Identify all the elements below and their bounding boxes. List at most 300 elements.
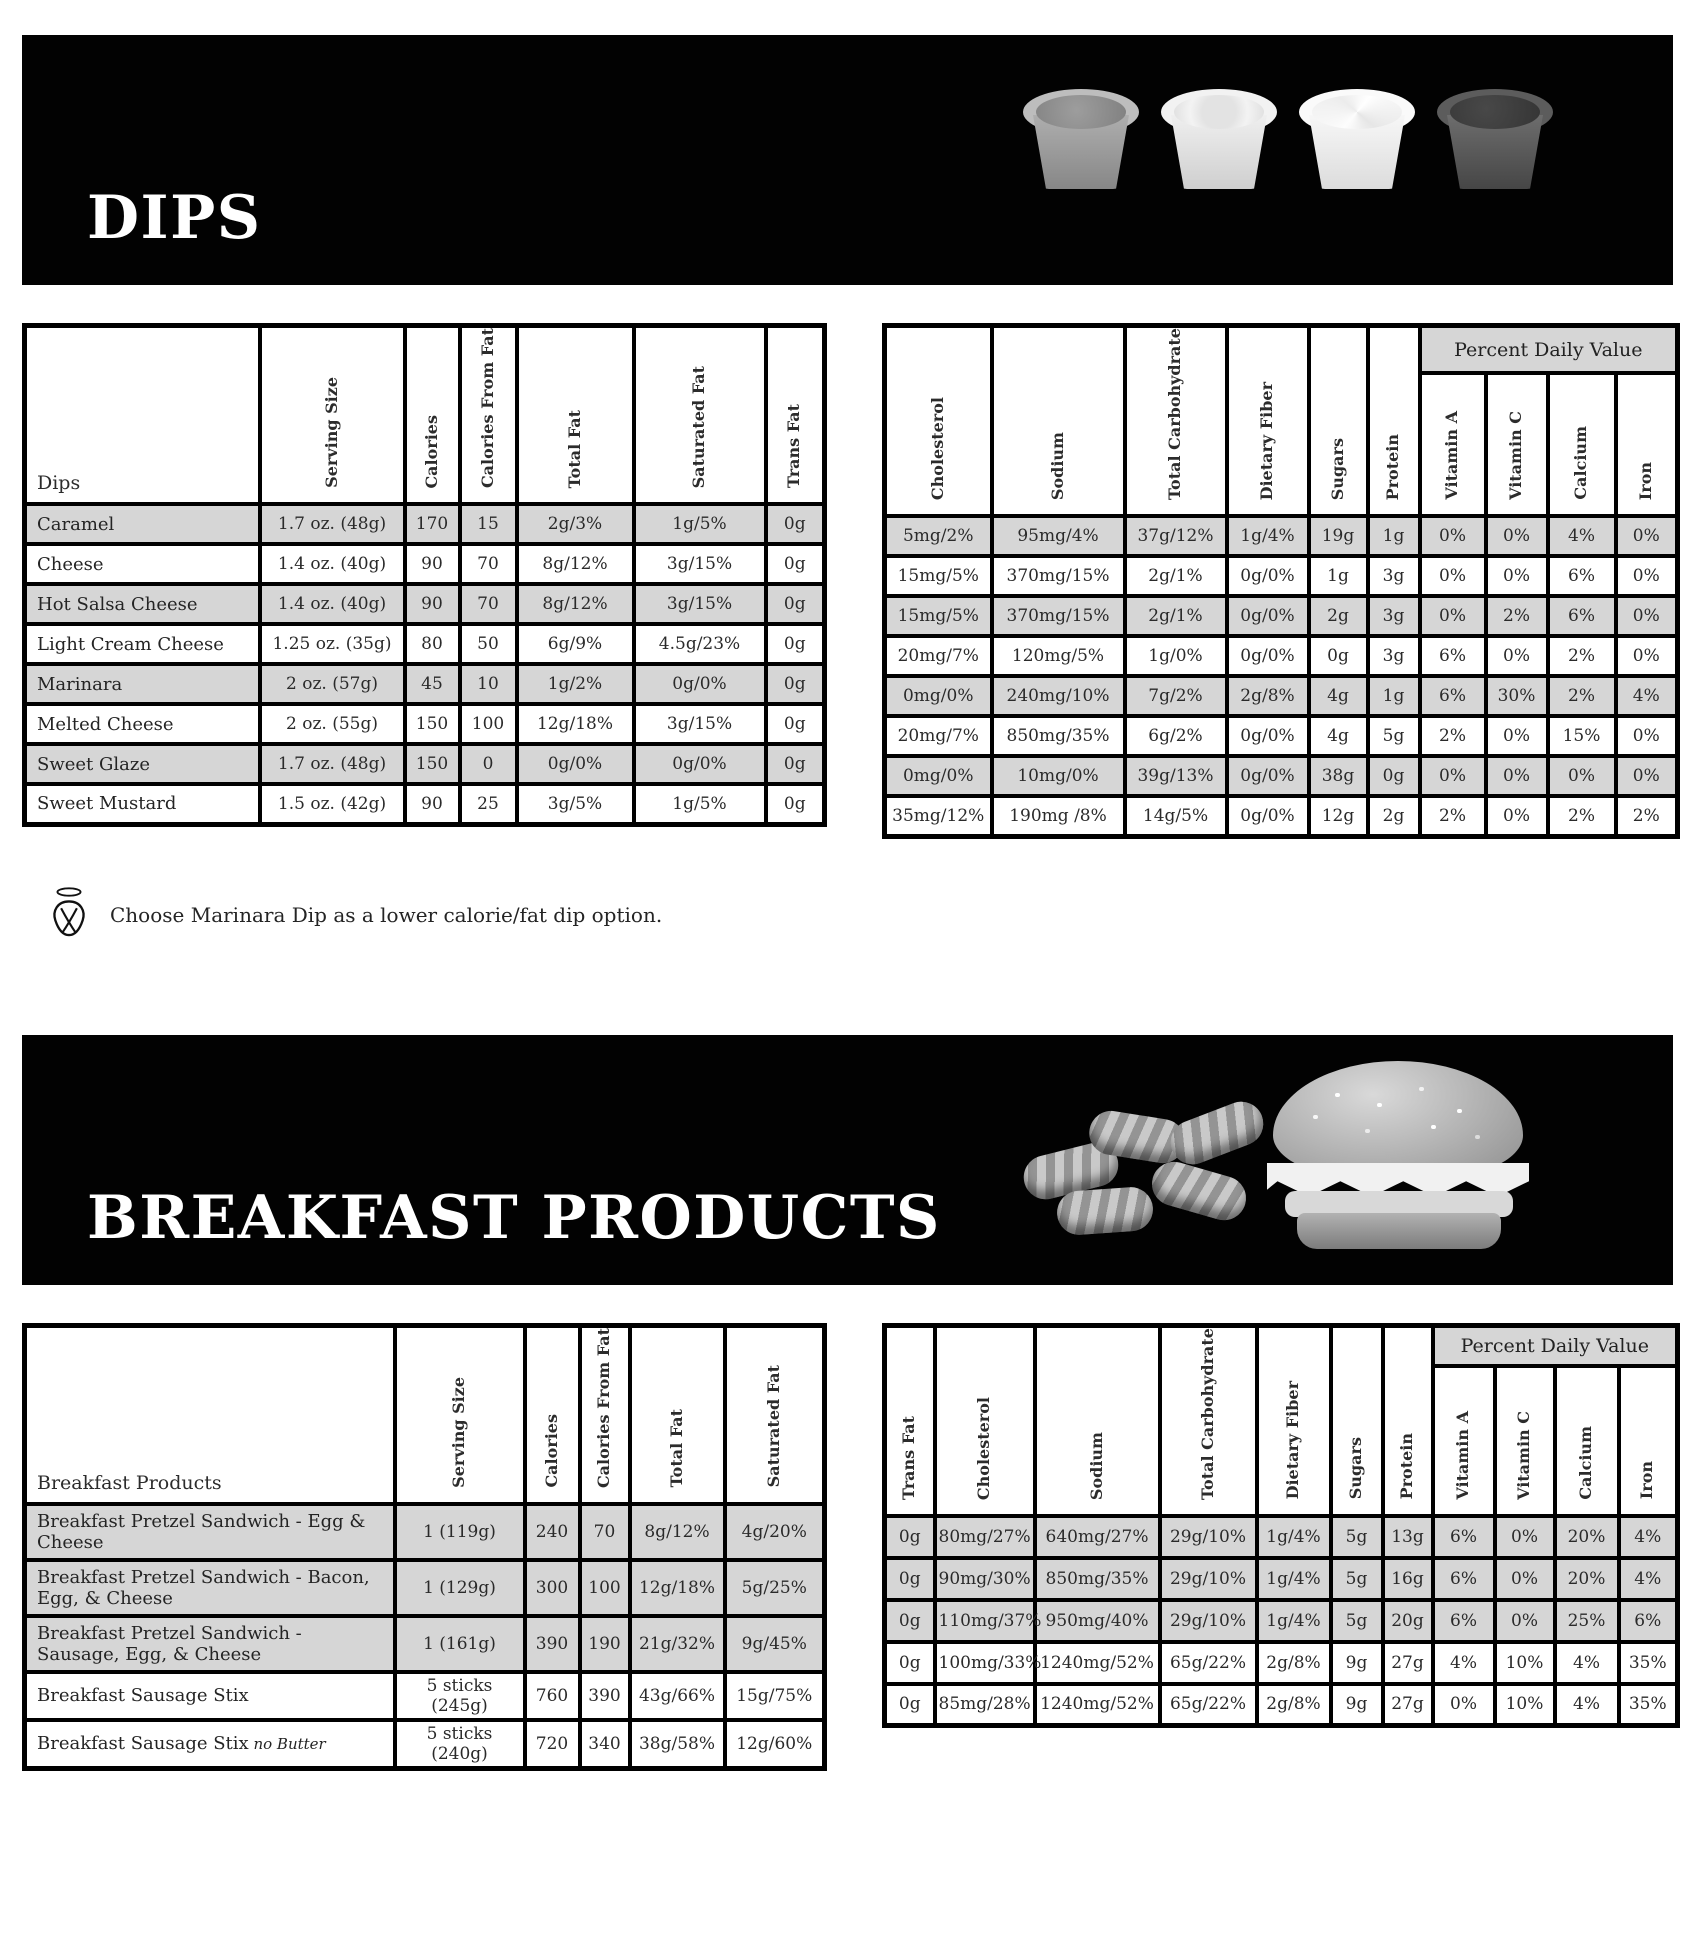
value-cell: 150 [405,704,460,744]
value-cell: 2g/8% [1257,1684,1331,1726]
value-cell: 10 [460,664,517,704]
value-cell: 16g [1383,1558,1433,1600]
column-header-text: Saturated Fat [763,1365,783,1488]
column-header [395,1325,525,1504]
table-body [25,504,825,824]
value-cell: 2% [1420,796,1486,836]
value-cell: 70 [580,1504,630,1560]
value-cell: 4g [1309,716,1368,756]
value-cell: 14g/5% [1125,796,1227,836]
value-cell: 0% [1616,636,1678,676]
table-row [25,1560,825,1616]
value-cell: 38g/58% [630,1720,725,1769]
column-header-text: Vitamin C [1506,411,1526,501]
value-cell: 4g/20% [725,1504,825,1560]
dips-nutrition-table-left [22,323,827,827]
value-cell: 35% [1619,1684,1678,1726]
table-label: Dips [25,326,260,505]
value-cell: 2% [1548,796,1616,836]
value-cell: 20g [1383,1600,1433,1642]
sausage-stick-image [1056,1185,1155,1236]
row-label-suffix: no Butter [248,1735,326,1754]
column-header-text: Calories From Fat [594,1327,614,1488]
column-header-text: Calcium [1576,1426,1596,1500]
cream-dip-cup-image [1299,83,1415,191]
value-cell: 640mg/27% [1035,1516,1160,1558]
value-cell: 1.25 oz. (35g) [260,624,405,664]
value-cell: 100 [580,1560,630,1616]
column-header-text: Total Fat [564,409,584,489]
value-cell: 5 sticks (240g) [395,1720,525,1769]
value-cell: 1.7 oz. (48g) [260,744,405,784]
table-header [885,1325,1678,1516]
value-cell: 1g/2% [517,664,634,704]
dip-cups-image [1023,83,1553,191]
value-cell: 1g/4% [1257,1558,1331,1600]
table-row [885,676,1678,716]
column-header-text: Saturated Fat [689,365,709,489]
value-cell: 6% [1619,1600,1678,1642]
value-cell: 6% [1420,636,1486,676]
row-label: Breakfast Sausage Stix no Butter [25,1720,395,1769]
column-header-text: Protein [1397,1433,1417,1500]
value-cell: 20% [1555,1558,1619,1600]
value-cell: 6g/9% [517,624,634,664]
column-header-text: Calcium [1571,426,1591,501]
column-header [1257,1325,1331,1516]
table-row [885,556,1678,596]
value-cell: 1g [1368,676,1420,716]
table-body [885,1516,1678,1726]
value-cell: 4% [1616,676,1678,716]
value-cell: 340 [580,1720,630,1769]
value-cell: 13g [1383,1516,1433,1558]
table-header [885,326,1678,517]
value-cell: 6% [1548,596,1616,636]
percent-daily-value-header: Percent Daily Value [1433,1325,1678,1366]
value-cell: 6g/2% [1125,716,1227,756]
table-body [25,1504,825,1769]
value-cell: 1.4 oz. (40g) [260,544,405,584]
value-cell: 0% [1433,1684,1495,1726]
column-header-text: Sodium [1047,431,1067,501]
value-cell: 0g [1368,756,1420,796]
table-row [885,1558,1678,1600]
value-cell: 1g/4% [1257,1600,1331,1642]
value-cell: 29g/10% [1160,1600,1257,1642]
angel-pretzel-icon [48,885,90,945]
table-row [885,596,1678,636]
value-cell: 43g/66% [630,1672,725,1720]
value-cell: 25 [460,784,517,824]
column-header [630,1325,725,1504]
value-cell: 90mg/30% [935,1558,1035,1600]
value-cell: 8g/12% [517,544,634,584]
value-cell: 0% [1548,756,1616,796]
value-cell: 38g [1309,756,1368,796]
table-row [25,1672,825,1720]
value-cell: 6% [1433,1558,1495,1600]
column-header [885,1325,935,1516]
value-cell: 0g [885,1516,935,1558]
value-cell: 0g [766,784,825,824]
table-row [25,584,825,624]
row-label: Breakfast Pretzel Sandwich - Egg & Cheese [25,1504,395,1560]
column-header [1555,1366,1619,1516]
value-cell: 20% [1555,1516,1619,1558]
value-cell: 4g [1309,676,1368,716]
value-cell: 90 [405,584,460,624]
row-label: Breakfast Pretzel Sandwich - Bacon, Egg, & Cheese [25,1560,395,1616]
row-label: Marinara [25,664,260,704]
value-cell: 15mg/5% [885,596,992,636]
column-header [1619,1366,1678,1516]
value-cell: 0% [1486,796,1548,836]
value-cell: 0g [766,504,825,544]
column-header-text: Cholesterol [927,396,947,501]
value-cell: 390 [525,1616,580,1672]
value-cell: 80 [405,624,460,664]
table-row [25,504,825,544]
value-cell: 4.5g/23% [634,624,766,664]
column-header [1420,373,1486,516]
note-text: Choose Marinara Dip as a lower calorie/fat dip option. [110,902,663,927]
value-cell: 27g [1383,1642,1433,1684]
column-header-text: Iron [1635,461,1655,501]
value-cell: 5g [1331,1600,1383,1642]
value-cell: 0% [1420,516,1486,556]
breakfast-nutrition-table-left [22,1323,827,1771]
value-cell: 2g/3% [517,504,634,544]
value-cell: 0% [1616,756,1678,796]
column-header-text: Trans Fat [784,404,804,489]
value-cell: 190mg /8% [992,796,1125,836]
value-cell: 150 [405,744,460,784]
column-header [1331,1325,1383,1516]
column-header [1486,373,1548,516]
dips-tables-row [22,323,1695,839]
value-cell: 5mg/2% [885,516,992,556]
value-cell: 9g [1331,1642,1383,1684]
value-cell: 27g [1383,1684,1433,1726]
breakfast-section [0,1035,1695,1771]
value-cell: 15 [460,504,517,544]
value-cell: 0g [885,1558,935,1600]
column-header [580,1325,630,1504]
value-cell: 0% [1486,636,1548,676]
caramel-dip-cup-image [1023,83,1139,191]
table-row [885,796,1678,836]
value-cell: 1g/0% [1125,636,1227,676]
column-header [1495,1366,1555,1516]
value-cell: 8g/12% [630,1504,725,1560]
value-cell: 70 [460,544,517,584]
dips-section [0,35,1695,945]
value-cell: 0g [885,1684,935,1726]
row-label: Cheese [25,544,260,584]
value-cell: 0g/0% [1227,756,1309,796]
value-cell: 85mg/28% [935,1684,1035,1726]
column-header [766,326,825,505]
column-header [525,1325,580,1504]
value-cell: 9g/45% [725,1616,825,1672]
value-cell: 0g/0% [1227,636,1309,676]
value-cell: 0g [766,704,825,744]
value-cell: 760 [525,1672,580,1720]
column-header [935,1325,1035,1516]
value-cell: 3g/15% [634,544,766,584]
row-label: Breakfast Sausage Stix [25,1672,395,1720]
column-header-text: Vitamin A [1453,1410,1473,1500]
row-label: Sweet Mustard [25,784,260,824]
value-cell: 0% [1486,516,1548,556]
value-cell: 0g/0% [1227,796,1309,836]
table-row [25,784,825,824]
column-header-text: Vitamin C [1514,1410,1534,1500]
column-header-text: Total Carbohydrate [1197,1327,1217,1500]
cheese-dip-cup-image [1161,83,1277,191]
value-cell: 0% [1486,756,1548,796]
value-cell: 3g/15% [634,704,766,744]
column-header [885,326,992,517]
value-cell: 5g/25% [725,1560,825,1616]
value-cell: 37g/12% [1125,516,1227,556]
value-cell: 0% [1616,516,1678,556]
value-cell: 0% [1495,1516,1555,1558]
pretzel-sandwich-image [1273,1061,1523,1257]
value-cell: 35% [1619,1642,1678,1684]
column-header-text: Sodium [1086,1431,1106,1500]
value-cell: 2 oz. (55g) [260,704,405,744]
column-header [1227,326,1309,517]
value-cell: 4% [1619,1558,1678,1600]
column-header-text: Sugars [1327,437,1347,501]
value-cell: 240 [525,1504,580,1560]
value-cell: 15mg/5% [885,556,992,596]
value-cell: 2g/8% [1257,1642,1331,1684]
column-header-text: Calories [541,1414,561,1488]
value-cell: 1 (161g) [395,1616,525,1672]
marinara-tip-note [48,885,1695,945]
value-cell: 1g/5% [634,784,766,824]
table-header [25,326,825,505]
value-cell: 0g [766,584,825,624]
value-cell: 0% [1420,556,1486,596]
value-cell: 1 (119g) [395,1504,525,1560]
value-cell: 1g [1368,516,1420,556]
table-row [885,1684,1678,1726]
value-cell: 850mg/35% [992,716,1125,756]
value-cell: 5g [1331,1558,1383,1600]
value-cell: 7g/2% [1125,676,1227,716]
value-cell: 0mg/0% [885,756,992,796]
value-cell: 4% [1555,1642,1619,1684]
value-cell: 100mg/33% [935,1642,1035,1684]
value-cell: 0% [1486,556,1548,596]
value-cell: 35mg/12% [885,796,992,836]
value-cell: 12g/60% [725,1720,825,1769]
value-cell: 50 [460,624,517,664]
column-header-text: Dietary Fiber [1283,1381,1303,1500]
column-header [992,326,1125,517]
value-cell: 3g [1368,596,1420,636]
value-cell: 0% [1420,596,1486,636]
table-body [885,516,1678,836]
value-cell: 0% [1495,1600,1555,1642]
value-cell: 0g/0% [1227,716,1309,756]
value-cell: 12g/18% [517,704,634,744]
value-cell: 0g [766,544,825,584]
value-cell: 3g/15% [634,584,766,624]
column-header [1383,1325,1433,1516]
value-cell: 6% [1420,676,1486,716]
value-cell: 0g/0% [517,744,634,784]
value-cell: 80mg/27% [935,1516,1035,1558]
value-cell: 70 [460,584,517,624]
value-cell: 2g [1368,796,1420,836]
value-cell: 6% [1433,1600,1495,1642]
value-cell: 2% [1548,636,1616,676]
value-cell: 95mg/4% [992,516,1125,556]
table-row [25,1616,825,1672]
column-header [1035,1325,1160,1516]
table-row [885,756,1678,796]
column-header [1160,1325,1257,1516]
value-cell: 390 [580,1672,630,1720]
value-cell: 0% [1616,556,1678,596]
value-cell: 1240mg/52% [1035,1684,1160,1726]
value-cell: 300 [525,1560,580,1616]
column-header [1125,326,1227,517]
value-cell: 720 [525,1720,580,1769]
dips-banner [22,35,1673,285]
value-cell: 950mg/40% [1035,1600,1160,1642]
column-header-text: Serving Size [449,1376,469,1488]
value-cell: 110mg/37% [935,1600,1035,1642]
column-header [1309,326,1368,517]
value-cell: 0mg/0% [885,676,992,716]
value-cell: 2g/8% [1227,676,1309,716]
value-cell: 1g/5% [634,504,766,544]
value-cell: 0g/0% [1227,556,1309,596]
table-row [25,1720,825,1769]
value-cell: 5g [1331,1516,1383,1558]
column-header-text: Sugars [1346,1437,1366,1500]
column-header [405,326,460,505]
value-cell: 2g/1% [1125,596,1227,636]
value-cell: 3g [1368,556,1420,596]
value-cell: 120mg/5% [992,636,1125,676]
breakfast-nutrition-table-right [882,1323,1680,1729]
table-row [885,1600,1678,1642]
value-cell: 2% [1486,596,1548,636]
value-cell: 2g [1309,596,1368,636]
column-header-text: Total Fat [666,1409,686,1488]
value-cell: 1.4 oz. (40g) [260,584,405,624]
value-cell: 0 [460,744,517,784]
column-header-text: Iron [1637,1461,1657,1500]
value-cell: 4% [1555,1684,1619,1726]
value-cell: 170 [405,504,460,544]
value-cell: 20mg/7% [885,636,992,676]
value-cell: 2% [1420,716,1486,756]
value-cell: 15% [1548,716,1616,756]
table-row [885,1642,1678,1684]
value-cell: 0g [885,1600,935,1642]
value-cell: 8g/12% [517,584,634,624]
table-row [25,624,825,664]
value-cell: 0% [1420,756,1486,796]
table-row [25,744,825,784]
value-cell: 10% [1495,1684,1555,1726]
value-cell: 10mg/0% [992,756,1125,796]
column-header [634,326,766,505]
value-cell: 4% [1548,516,1616,556]
value-cell: 370mg/15% [992,596,1125,636]
value-cell: 65g/22% [1160,1684,1257,1726]
value-cell: 21g/32% [630,1616,725,1672]
column-header-text: Cholesterol [974,1396,994,1500]
row-label: Hot Salsa Cheese [25,584,260,624]
table-row [25,544,825,584]
value-cell: 3g [1368,636,1420,676]
value-cell: 240mg/10% [992,676,1125,716]
value-cell: 9g [1331,1684,1383,1726]
value-cell: 0% [1616,596,1678,636]
column-header [460,326,517,505]
row-label: Light Cream Cheese [25,624,260,664]
column-header-text: Calories From Fat [477,328,497,489]
column-header [1368,326,1420,517]
value-cell: 1.7 oz. (48g) [260,504,405,544]
column-header [1433,1366,1495,1516]
column-header-text: Protein [1383,433,1403,501]
value-cell: 2 oz. (57g) [260,664,405,704]
value-cell: 12g/18% [630,1560,725,1616]
value-cell: 850mg/35% [1035,1558,1160,1600]
breakfast-banner [22,1035,1673,1285]
value-cell: 29g/10% [1160,1558,1257,1600]
dips-title: DIPS [87,183,262,253]
value-cell: 45 [405,664,460,704]
column-header [1548,373,1616,516]
value-cell: 1240mg/52% [1035,1642,1160,1684]
column-header-text: Dietary Fiber [1257,381,1277,501]
percent-daily-value-header: Percent Daily Value [1420,326,1678,374]
column-header-text: Serving Size [321,377,341,489]
value-cell: 5g [1368,716,1420,756]
value-cell: 0g/0% [1227,596,1309,636]
sausage-stick-image [1164,1095,1269,1170]
value-cell: 0g [766,744,825,784]
value-cell: 100 [460,704,517,744]
table-label: Breakfast Products [25,1325,395,1504]
value-cell: 6% [1548,556,1616,596]
column-header-text: Trans Fat [899,1415,919,1500]
value-cell: 39g/13% [1125,756,1227,796]
column-header [517,326,634,505]
value-cell: 1g/4% [1257,1516,1331,1558]
column-header [725,1325,825,1504]
value-cell: 3g/5% [517,784,634,824]
row-label: Breakfast Pretzel Sandwich - Sausage, Egg, & Cheese [25,1616,395,1672]
value-cell: 15g/75% [725,1672,825,1720]
value-cell: 4% [1433,1642,1495,1684]
value-cell: 0g [885,1642,935,1684]
value-cell: 90 [405,544,460,584]
dips-nutrition-table-right [882,323,1680,839]
breakfast-tables-row [22,1323,1695,1771]
